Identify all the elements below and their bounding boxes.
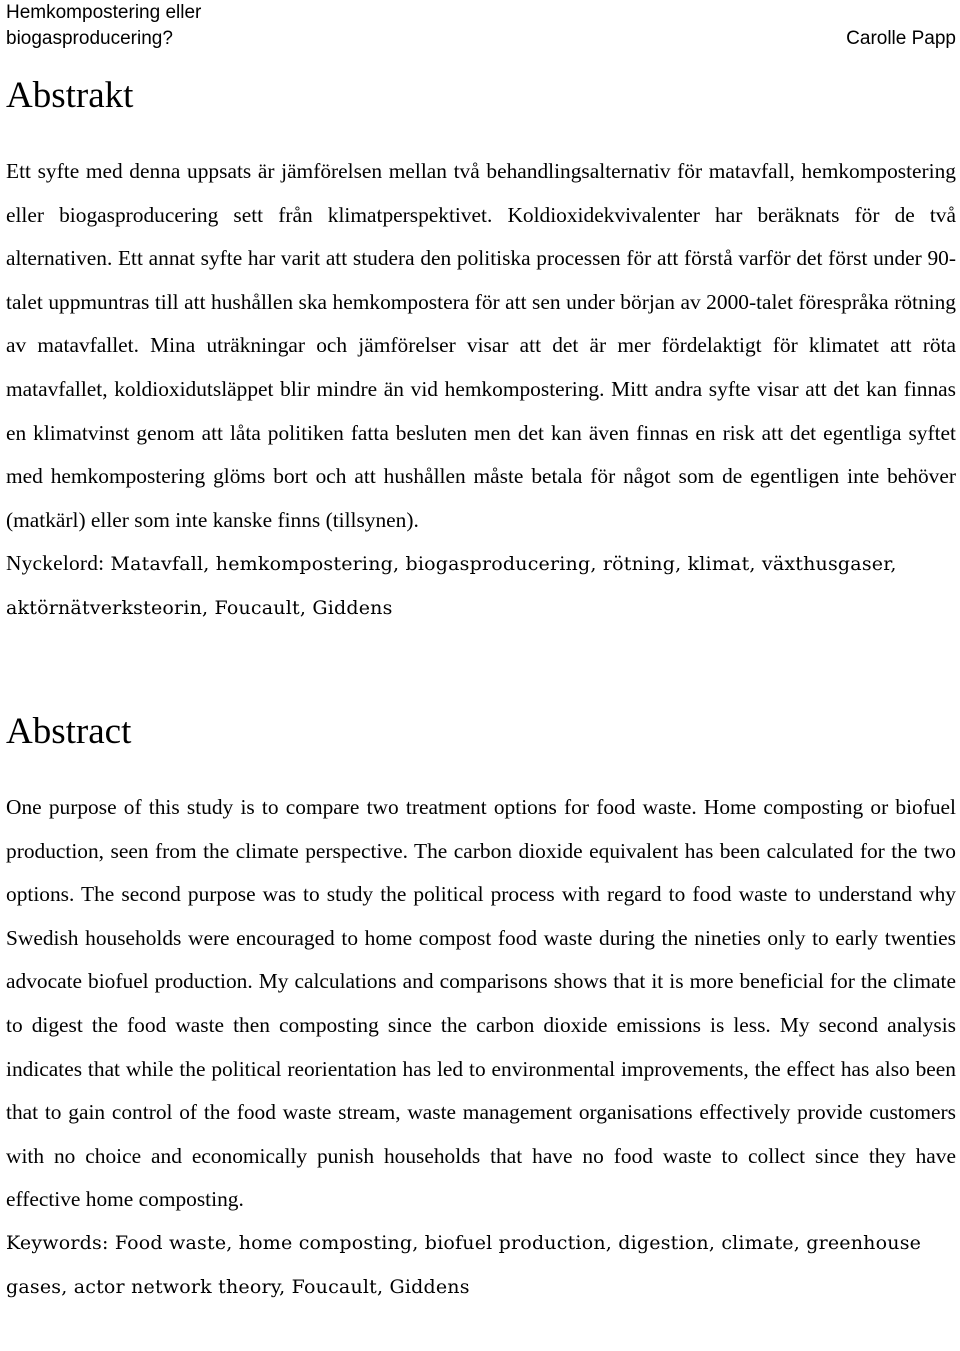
abstrakt-keywords xyxy=(6,542,956,630)
running-header xyxy=(6,0,956,60)
header-title: Hemkompostering eller biogasproducering? xyxy=(6,2,202,49)
abstrakt-section xyxy=(6,74,956,631)
abstract-keywords-label: Keywords: xyxy=(6,1231,109,1254)
abstrakt-keywords-list: Matavfall, hemkompostering, biogasproducering, rötning, klimat, växthusgaser, aktörnätverksteorin, Foucault, Giddens xyxy=(6,553,897,619)
abstract-body: One purpose of this study is to compare two treatment options for food waste. Home composting or biofuel production, seen from the climate perspective. The carbon dioxide equivalent has been calculated for the two options. The second purpose was to study the political process with regard to food waste to understand why Swedish households were encouraged to home compost food waste during the nineties only to early twenties advocate biofuel production. My calculations and comparisons shows that it is more beneficial for the climate to digest the food waste then composting since the carbon dioxide emissions is less. My second analysis indicates that while the political reorientation has led to environmental improvements, the effect has also been that to gain control of the food waste stream, waste management organisations effectively provide customers with no choice and economically punish households that have no food waste to collect since they have effective home composting. xyxy=(6,795,956,1212)
abstrakt-heading: Abstrakt xyxy=(6,75,134,116)
abstrakt-body: Ett syfte med denna uppsats är jämförelsen mellan två behandlingsalternativ för matavfall, hemkompostering eller biogasproducering sett från klimatperspektivet. Koldioxidekvivalenter har beräknats för de två alternativen. Ett annat syfte har varit att studera den politiska processen för att förstå varför det först under 90-talet uppmuntras till att hushållen ska hemkompostera för att sen under början av 2000-talet förespråka rötning av matavfallet. Mina uträkningar och jämförelser visar att det är mer fördelaktigt för klimatet att röta matavfallet, koldioxidutsläppet blir mindre än vid hemkompostering. Mitt andra syfte visar att det kan finnas en klimatvinst genom att låta politiken fatta besluten men det kan även finnas en risk att det egentliga syftet med hemkompostering glöms bort och att hushållen måste betala för något som de egentligen inte behöver (matkärl) eller som inte kanske finns (tillsynen). xyxy=(6,159,956,532)
abstract-keywords-list: Food waste, home composting, biofuel production, digestion, climate, greenhouse gases, actor network theory, Foucault, Giddens xyxy=(6,1231,922,1298)
header-author: Carolle Papp xyxy=(846,28,956,49)
abstrakt-keywords-label: Nyckelord: xyxy=(6,551,105,576)
abstract-keywords xyxy=(6,1222,956,1309)
abstract-section xyxy=(6,710,956,1309)
abstract-heading: Abstract xyxy=(6,711,132,752)
